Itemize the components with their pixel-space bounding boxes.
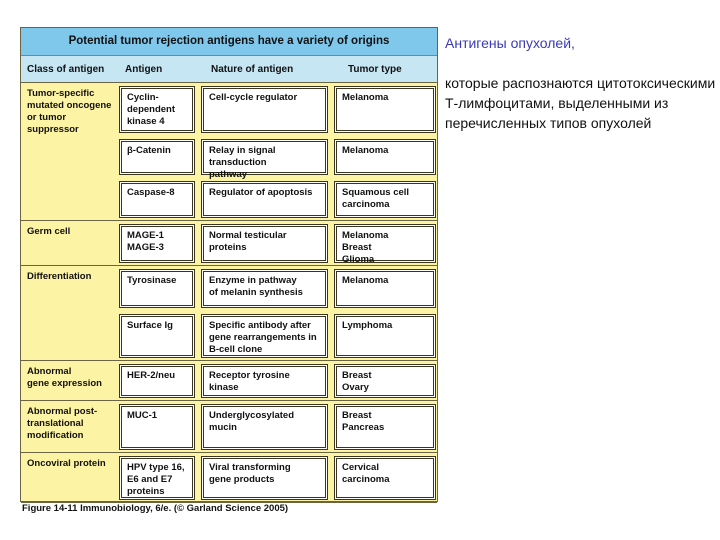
class-of-antigen: Germ cell xyxy=(27,226,71,237)
antigen-cell: HER-2/neu xyxy=(119,364,195,398)
class-of-antigen: Differentiation xyxy=(27,271,92,282)
header-antigen: Antigen xyxy=(125,64,163,75)
side-text xyxy=(445,33,720,133)
class-of-antigen: Abnormal post- translational modification xyxy=(27,406,98,441)
antigen-cell: Surface Ig xyxy=(119,314,195,358)
nature-cell: Cell-cycle regulator xyxy=(201,86,328,133)
side-heading: Антигены опухолей, xyxy=(445,35,575,51)
table-group xyxy=(21,453,437,503)
antigen-cell: HPV type 16, E6 and E7 proteins xyxy=(119,456,195,500)
nature-cell: Enzyme in pathway of melanin synthesis xyxy=(201,269,328,308)
table-group xyxy=(21,361,437,401)
antigen-cell: MAGE-1 MAGE-3 xyxy=(119,224,195,263)
tumor-cell: Melanoma Breast Glioma xyxy=(334,224,436,263)
nature-cell: Relay in signal transduction pathway xyxy=(201,139,328,175)
antigen-cell: Caspase-8 xyxy=(119,181,195,218)
tumor-cell: Melanoma xyxy=(334,269,436,308)
antigen-table-figure xyxy=(20,27,438,502)
side-body: которые распознаются цитотоксическими Т-лимфоцитами, выделенными из перечисленных типов опухолей xyxy=(445,75,716,131)
table-header xyxy=(21,56,437,83)
nature-cell: Regulator of apoptosis xyxy=(201,181,328,218)
tumor-cell: Squamous cell carcinoma xyxy=(334,181,436,218)
figure-caption: Figure 14-11 Immunobiology, 6/e. (© Garland Science 2005) xyxy=(22,503,289,514)
tumor-cell: Melanoma xyxy=(334,139,436,175)
tumor-cell: Lymphoma xyxy=(334,314,436,358)
nature-cell: Specific antibody after gene rearrangements in B-cell clone xyxy=(201,314,328,358)
table-group xyxy=(21,221,437,266)
header-class: Class of antigen xyxy=(27,64,105,75)
nature-cell: Receptor tyrosine kinase xyxy=(201,364,328,398)
figure-title: Potential tumor rejection antigens have a variety of origins xyxy=(21,28,437,56)
class-of-antigen: Abnormal gene expression xyxy=(27,366,102,389)
header-tumor: Tumor type xyxy=(348,64,402,75)
nature-cell: Viral transforming gene products xyxy=(201,456,328,500)
antigen-cell: Tyrosinase xyxy=(119,269,195,308)
tumor-cell: Cervical carcinoma xyxy=(334,456,436,500)
table-group xyxy=(21,83,437,221)
class-of-antigen: Oncoviral protein xyxy=(27,458,106,469)
tumor-cell: Breast Pancreas xyxy=(334,404,436,450)
class-of-antigen: Tumor-specific mutated oncogene or tumor suppressor xyxy=(27,88,112,135)
header-nature: Nature of antigen xyxy=(211,64,294,75)
table-group xyxy=(21,401,437,453)
nature-cell: Underglycosylated mucin xyxy=(201,404,328,450)
table-group xyxy=(21,266,437,361)
tumor-cell: Breast Ovary xyxy=(334,364,436,398)
nature-cell: Normal testicular proteins xyxy=(201,224,328,263)
antigen-cell: Cyclin- dependent kinase 4 xyxy=(119,86,195,133)
antigen-cell: β-Catenin xyxy=(119,139,195,175)
tumor-cell: Melanoma xyxy=(334,86,436,133)
antigen-cell: MUC-1 xyxy=(119,404,195,450)
